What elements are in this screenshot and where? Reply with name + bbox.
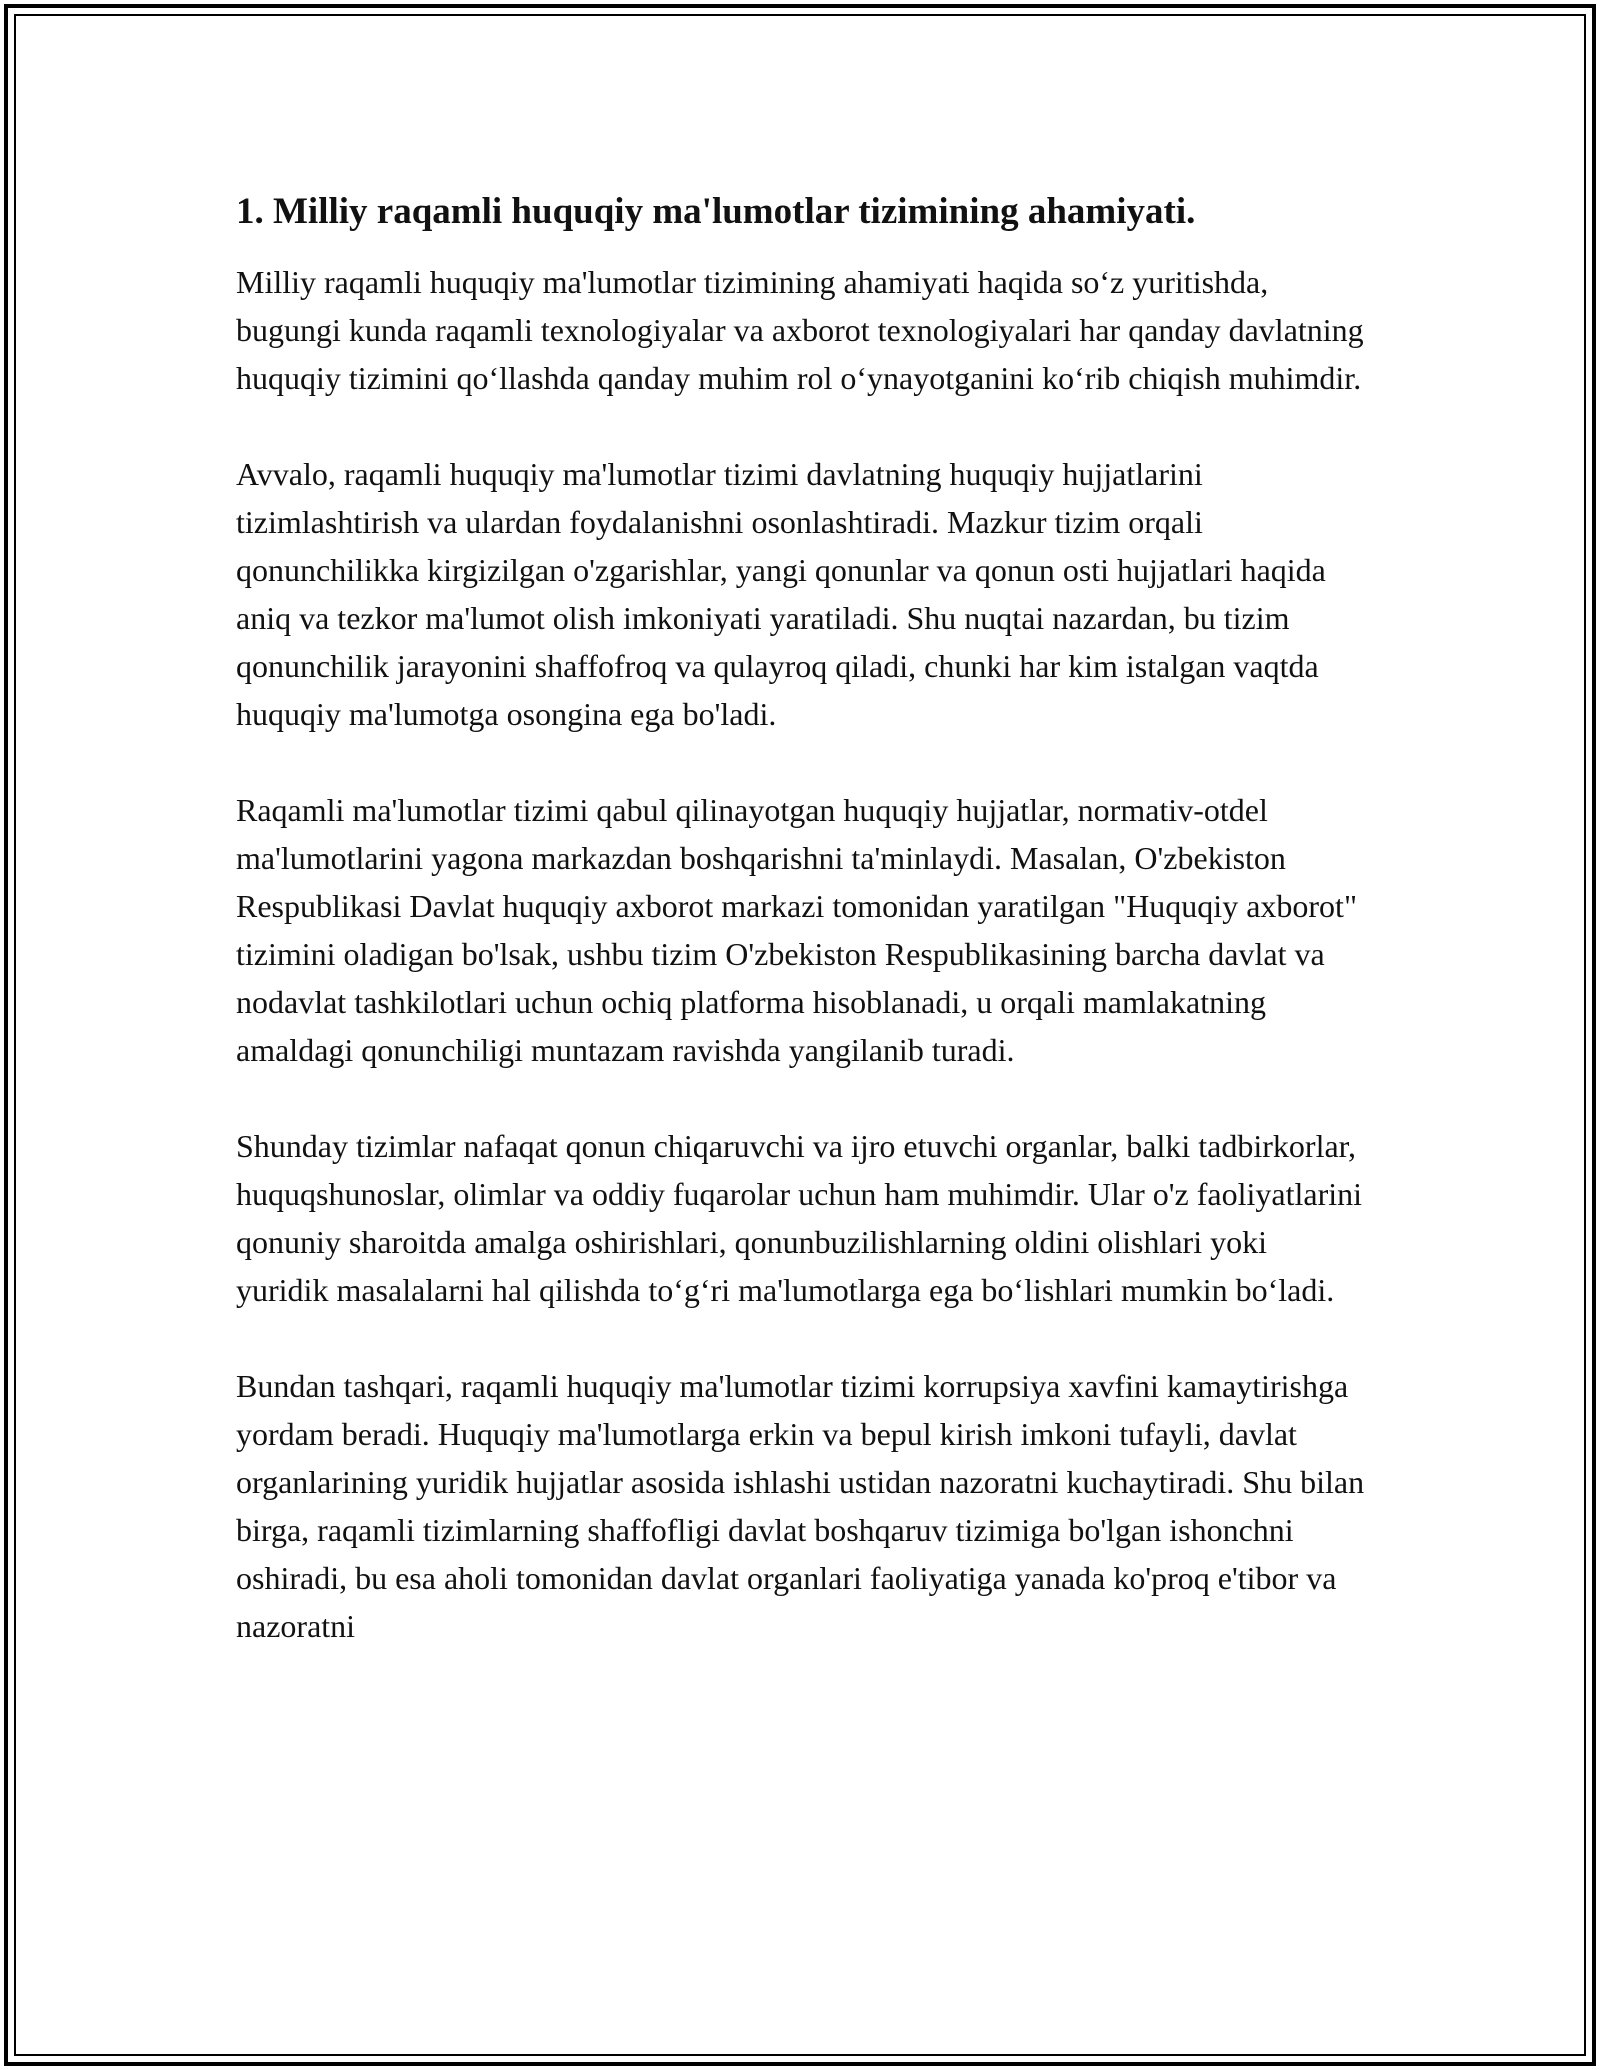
paragraph-4: Shunday tizimlar nafaqat qonun chiqaruvchi va ijro etuvchi organlar, balki tadbirkorlar, huquqshunoslar, olimlar va oddiy fuqarolar uchun ham muhimdir. Ular o'z faoliyatlarini qonuniy sharoitda amalga oshirishlari, qonunbuzilishlarning oldini olishlari yoki yuridik masalalarni hal qilishda to‘g‘ri ma'lumotlarga ega bo‘lishlari mumkin bo‘ladi.: [236, 1128, 1362, 1308]
document-body: [236, 188, 1366, 1698]
paragraph-1: Milliy raqamli huquqiy ma'lumotlar tizimining ahamiyati haqida so‘z yuritishda, bugungi kunda raqamli texnologiyalar va axborot texnologiyalari har qanday davlatning huquqiy tizimini qo‘llashda qanday muhim rol o‘ynayotganini ko‘rib chiqish muhimdir.: [236, 264, 1364, 396]
document-title: 1. Milliy raqamli huquqiy ma'lumotlar tizimining ahamiyati.: [236, 191, 1196, 232]
paragraph-3: Raqamli ma'lumotlar tizimi qabul qilinayotgan huquqiy hujjatlar, normativ-otdel ma'lumotlarini yagona markazdan boshqarishni ta'minlaydi. Masalan, O'zbekiston Respublikasi Davlat huquqiy axborot markazi tomonidan yaratilgan "Huquqiy axborot" tizimini oladigan bo'lsak, ushbu tizim O'zbekiston Respublikasining barcha davlat va nodavlat tashkilotlari uchun ochiq platforma hisoblanadi, u orqali mamlakatning amaldagi qonunchiligi muntazam ravishda yangilanib turadi.: [236, 792, 1357, 1068]
paragraph-2: Avvalo, raqamli huquqiy ma'lumotlar tizimi davlatning huquqiy hujjatlarini tizimlashtirish va ulardan foydalanishni osonlashtiradi. Mazkur tizim orqali qonunchilikka kirgizilgan o'zgarishlar, yangi qonunlar va qonun osti hujjatlari haqida aniq va tezkor ma'lumot olish imkoniyati yaratiladi. Shu nuqtai nazardan, bu tizim qonunchilik jarayonini shaffofroq va qulayroq qiladi, chunki har kim istalgan vaqtda huquqiy ma'lumotga osongina ega bo'ladi.: [236, 456, 1326, 732]
paragraph-5: Bundan tashqari, raqamli huquqiy ma'lumotlar tizimi korrupsiya xavfini kamaytirishga yordam beradi. Huquqiy ma'lumotlarga erkin va bepul kirish imkoni tufayli, davlat organlarining yuridik hujjatlar asosida ishlashi ustidan nazoratni kuchaytiradi. Shu bilan birga, raqamli tizimlarning shaffofligi davlat boshqaruv tizimiga bo'lgan ishonchni oshiradi, bu esa aholi tomonidan davlat organlari faoliyatiga yanada ko'proq e'tibor va nazoratni: [236, 1368, 1365, 1644]
